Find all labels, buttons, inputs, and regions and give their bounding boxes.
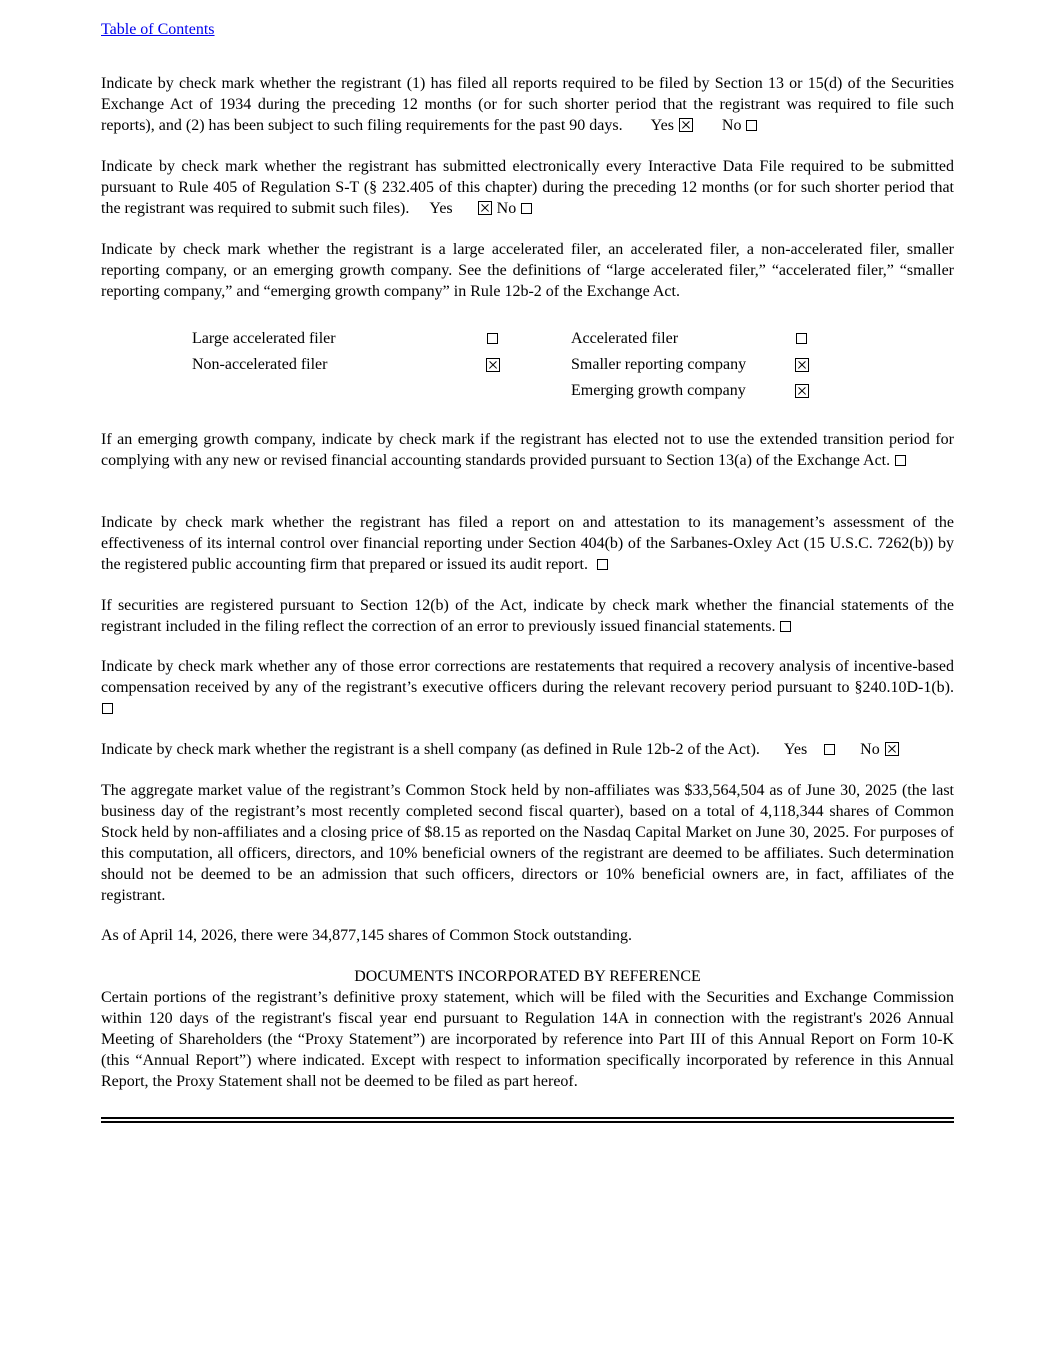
non-accelerated-filer-checkbox-checked-icon[interactable] <box>486 358 500 372</box>
error-correction-checkbox-unchecked-icon[interactable] <box>780 621 791 632</box>
smaller-reporting-company-checkbox-checked-icon[interactable] <box>795 358 809 372</box>
double-rule-divider <box>101 1117 954 1123</box>
smaller-reporting-company-label: Smaller reporting company <box>571 356 747 373</box>
paragraph-text: Indicate by check mark whether any of those error corrections are restatements that required a recovery analysis of incentive-based compensation received by any of the registrant’s executive officers during the relevant recovery period pursuant to §240.10D-1(b). <box>101 658 954 696</box>
recovery-analysis-paragraph <box>101 656 954 719</box>
table-of-contents-link[interactable]: Table of Contents <box>101 21 215 38</box>
emerging-growth-company-label: Emerging growth company <box>571 382 746 399</box>
paragraph-text: Indicate by check mark whether the registrant is a shell company (as defined in Rule 12b-2 of the Act). <box>101 741 760 758</box>
filer-status-table <box>192 328 822 408</box>
no-checkbox-unchecked-icon[interactable] <box>746 120 757 131</box>
emerging-growth-company-checkbox-checked-icon[interactable] <box>795 384 809 398</box>
reporting-requirements-paragraph <box>101 73 954 136</box>
large-accelerated-filer-label: Large accelerated filer <box>192 330 336 347</box>
paragraph-text: Indicate by check mark whether the registrant has filed a report on and attestation to its management’s assessment of the effectiveness of its internal control over financial reporting under Section 404(b) of the Sarbanes-Oxley Act (15 U.S.C. 7262(b)) by the registered public accounting firm that prepared or issued its audit report. <box>101 514 954 573</box>
documents-incorporated-paragraph: Certain portions of the registrant’s definitive proxy statement, which will be filed with the Securities and Exchange Commission within 120 days of the registrant's fiscal year end pursuant to Regulation 14A in connection with the registrant's 2026 Annual Meeting of Shareholders (the “Proxy Statement”) are incorporated by reference into Part III of this Annual Report on Form 10-K (this “Annual Report”) where indicated. Except with respect to information specifically incorporated by reference in this Annual Report, the Proxy Statement shall not be deemed to be filed as part hereof. <box>101 989 954 1090</box>
shares-outstanding-paragraph: As of April 14, 2026, there were 34,877,145 shares of Common Stock outstanding. <box>101 927 633 944</box>
yes-label: Yes <box>650 117 674 134</box>
large-accelerated-filer-checkbox-unchecked-icon[interactable] <box>487 333 498 344</box>
no-label: No <box>496 200 517 217</box>
aggregate-market-value-paragraph: The aggregate market value of the registrant’s Common Stock held by non-affiliates was $33,564,504 as of June 30, 2025 (the last business day of the registrant’s most recently completed second fiscal quarter), based on a total of 4,118,344 shares of Common Stock held by non-affiliates and a closing price of $8.15 as reported on the Nasdaq Capital Market on June 30, 2025. For purposes of this computation, all officers, directors, and 10% beneficial owners of the registrant are deemed to be affiliates. Such determination should not be deemed to be an admission that such officers, directors or 10% beneficial owners are, in fact, affiliates of the registrant. <box>101 782 954 904</box>
internal-control-attestation-paragraph <box>101 512 954 575</box>
documents-incorporated-heading: DOCUMENTS INCORPORATED BY REFERENCE <box>354 968 701 985</box>
paragraph-text: Indicate by check mark whether the registrant (1) has filed all reports required to be filed by Section 13 or 15(d) of the Securities Exchange Act of 1934 during the preceding 12 months (or for such shorter period that the registrant was required to file such reports), and (2) has been subject to such filing requirements for the past 90 days. <box>101 75 954 134</box>
no-checkbox-unchecked-icon[interactable] <box>521 203 532 214</box>
accelerated-filer-checkbox-unchecked-icon[interactable] <box>796 333 807 344</box>
attestation-checkbox-unchecked-icon[interactable] <box>597 559 608 570</box>
no-label: No <box>860 741 880 758</box>
shell-company-paragraph <box>101 739 954 760</box>
accelerated-filer-label: Accelerated filer <box>571 330 679 347</box>
yes-checkbox-checked-icon[interactable] <box>478 201 492 215</box>
paragraph-text: Indicate by check mark whether the registrant has submitted electronically every Interactive Data File required to be submitted pursuant to Rule 405 of Regulation S-T (§ 232.405 of this chapter) during the preceding 12 months (or for such shorter period that the registrant was required to submit such files). <box>101 158 954 217</box>
yes-checkbox-unchecked-icon[interactable] <box>824 744 835 755</box>
interactive-data-paragraph <box>101 156 954 219</box>
yes-label: Yes <box>783 741 808 758</box>
error-correction-paragraph <box>101 595 954 637</box>
no-label: No <box>721 117 742 134</box>
paragraph-text: If securities are registered pursuant to Section 12(b) of the Act, indicate by check mark whether the financial statements of the registrant included in the filing reflect the correction of an error to previously issued financial statements. <box>101 597 954 635</box>
non-accelerated-filer-label: Non-accelerated filer <box>192 356 328 373</box>
recovery-analysis-checkbox-unchecked-icon[interactable] <box>102 703 113 714</box>
yes-label: Yes <box>429 200 453 217</box>
emerging-growth-transition-paragraph <box>101 429 954 471</box>
transition-checkbox-unchecked-icon[interactable] <box>895 455 906 466</box>
filer-classification-paragraph: Indicate by check mark whether the registrant is a large accelerated filer, an accelerated filer, a non-accelerated filer, smaller reporting company, or an emerging growth company. See the definitions of “large accelerated filer,” “accelerated filer,” “smaller reporting company,” and “emerging growth company” in Rule 12b-2 of the Exchange Act. <box>101 241 954 300</box>
paragraph-text: If an emerging growth company, indicate by check mark if the registrant has elected not to use the extended transition period for complying with any new or revised financial accounting standards provided pursuant to Section 13(a) of the Exchange Act. <box>101 431 954 469</box>
yes-checkbox-checked-icon[interactable] <box>679 118 693 132</box>
no-checkbox-checked-icon[interactable] <box>885 742 899 756</box>
